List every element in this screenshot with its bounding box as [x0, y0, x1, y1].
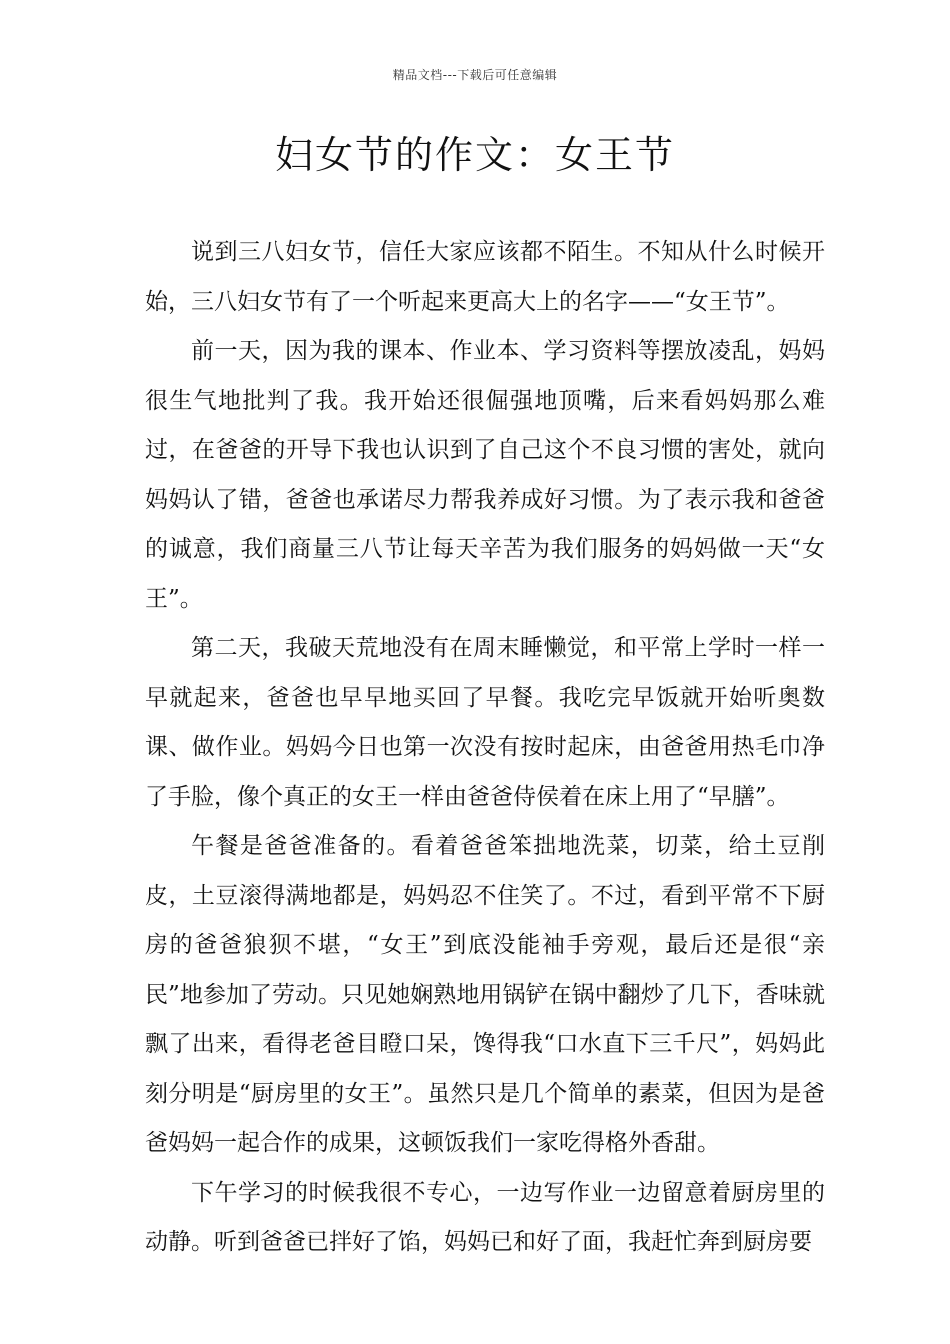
header-note: 精品文档---下载后可任意编辑: [392, 68, 558, 82]
paragraph-5: 下午学习的时候我很不专心，一边写作业一边留意着厨房里的动静。听到爸爸已拌好了馅，妈妈已和好了面，我赶忙奔到厨房要: [145, 1179, 825, 1255]
paragraph-4: 午餐是爸爸准备的。看着爸爸笨拙地洗菜，切菜，给土豆削皮，土豆滚得满地都是，妈妈忍不住笑了。不过，看到平常不下厨房的爸爸狼狈不堪，“女王”到底没能袖手旁观，最后还是很“亲民”地参加了劳动。只见她娴熟地用锅铲在锅中翻炒了几下，香味就飘了出来，看得老爸目瞪口呆，馋得我“口水直下三千尺”，妈妈此刻分明是“厨房里的女王”。虽然只是几个简单的素菜，但因为是爸爸妈妈一起合作的成果，这顿饭我们一家吃得格外香甜。: [145, 833, 825, 1156]
document-body: [145, 228, 825, 1268]
document-title: 妇女节的作文：女王节: [274, 133, 675, 177]
paragraph-1: 说到三八妇女节，信任大家应该都不陌生。不知从什么时候开始，三八妇女节有了一个听起来更高大上的名字——“女王节”。: [145, 239, 825, 315]
paragraph-3: 第二天，我破天荒地没有在周末睡懒觉，和平常上学时一样一早就起来，爸爸也早早地买回了早餐。我吃完早饭就开始听奥数课、做作业。妈妈今日也第一次没有按时起床，由爸爸用热毛巾净了手脸，像个真正的女王一样由爸爸侍侯着在床上用了“早膳”。: [145, 635, 825, 810]
paragraph-2: 前一天，因为我的课本、作业本、学习资料等摆放凌乱，妈妈很生气地批判了我。我开始还很倔强地顶嘴，后来看妈妈那么难过，在爸爸的开导下我也认识到了自己这个不良习惯的害处，就向妈妈认了错，爸爸也承诺尽力帮我养成好习惯。为了表示我和爸爸的诚意，我们商量三八节让每天辛苦为我们服务的妈妈做一天“女王”。: [145, 338, 825, 612]
